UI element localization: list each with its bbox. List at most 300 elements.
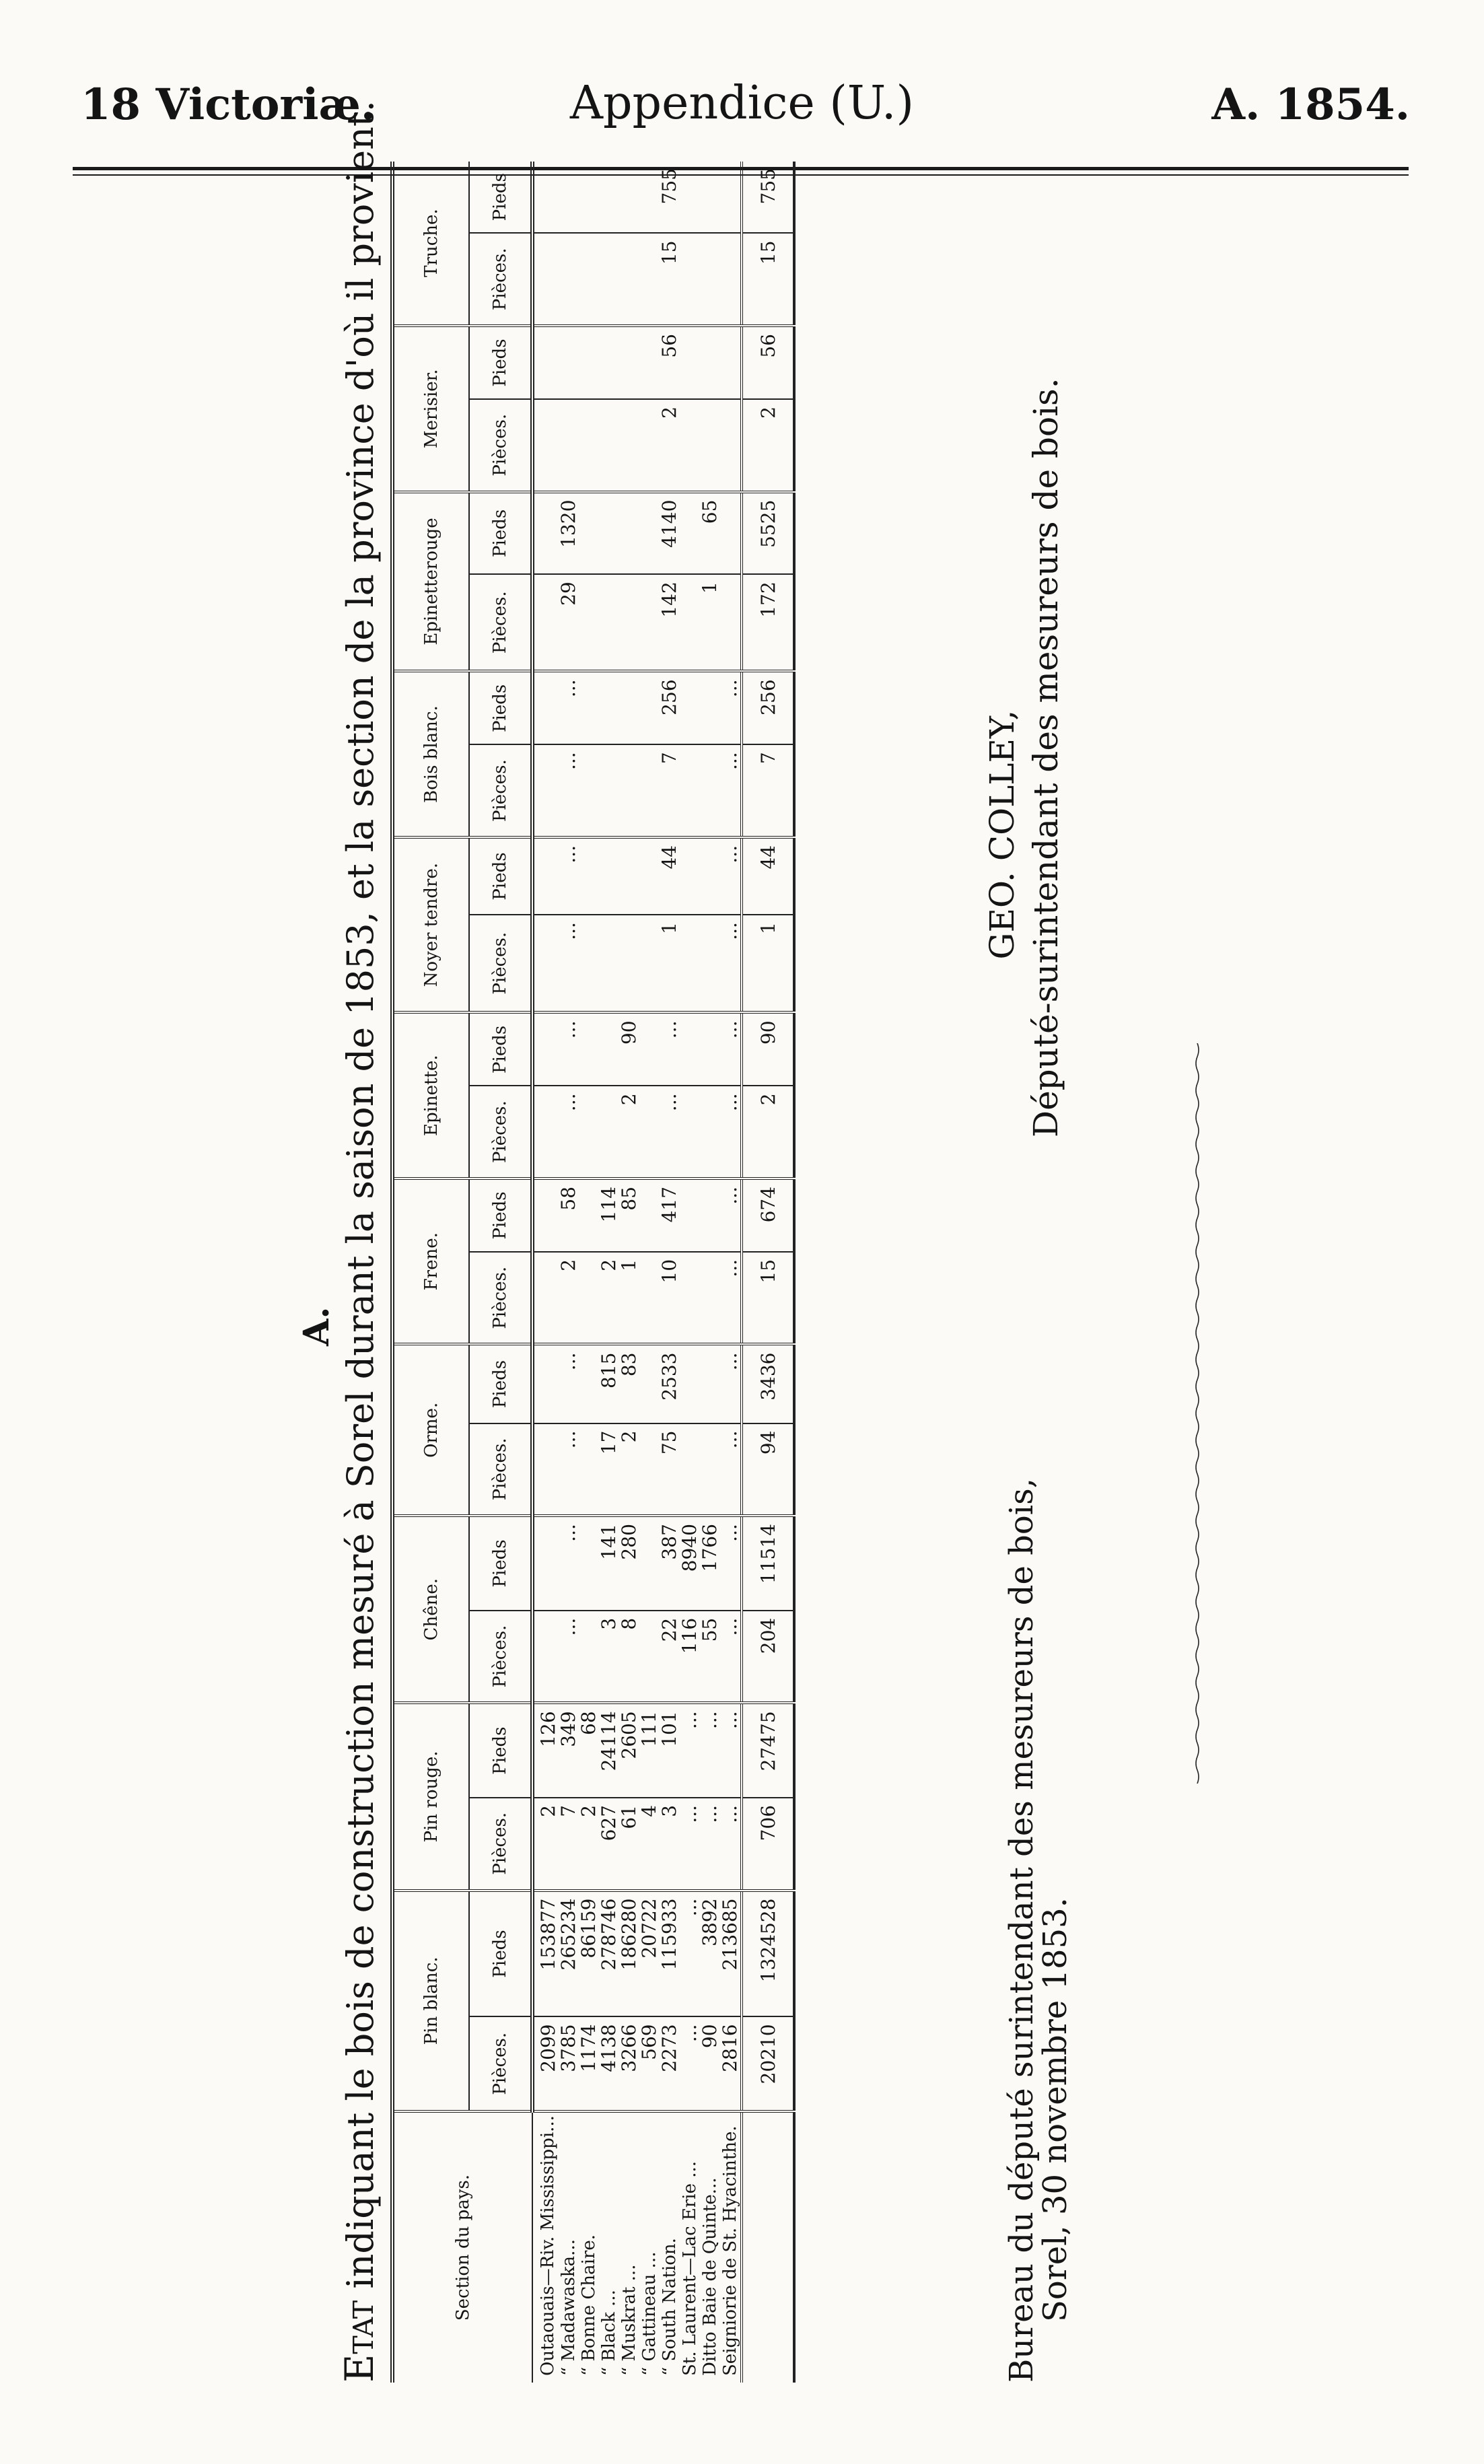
table-cell <box>619 837 639 915</box>
table-cell <box>700 1345 720 1423</box>
signature-name: GEO. COLLEY, <box>983 709 1022 960</box>
table-cell <box>619 233 639 326</box>
table-cell: 815 <box>599 1345 619 1423</box>
table-cell <box>700 1012 720 1086</box>
table-cell: ... <box>559 1423 579 1516</box>
table-cell <box>532 492 559 575</box>
table-cell <box>619 326 639 399</box>
table-cell <box>680 1423 700 1516</box>
table-cell <box>579 744 599 837</box>
table-cell <box>579 1345 599 1423</box>
table-cell: 10 <box>660 1252 680 1345</box>
table-cell <box>559 233 579 326</box>
table-row <box>720 162 742 2383</box>
table-cell <box>639 1611 660 1703</box>
table-row <box>639 162 660 2383</box>
table-cell <box>720 326 742 399</box>
table-cell: 86159 <box>579 1891 599 2017</box>
table-cell: 1 <box>700 574 720 671</box>
total-cell: 5525 <box>742 492 794 575</box>
table-cell: 2533 <box>660 1345 680 1423</box>
subheader-pieds: Pieds <box>469 326 532 399</box>
table-cell <box>700 744 720 837</box>
subheader-pieces: Pièces. <box>469 1423 532 1516</box>
table-cell: 256 <box>660 671 680 744</box>
table-cell: 55 <box>700 1611 720 1703</box>
table-cell <box>579 326 599 399</box>
table-cell: 85 <box>619 1178 639 1252</box>
table-row <box>579 162 599 2383</box>
row-section-label: Outaouais—Riv. Mississippi... <box>538 2115 558 2376</box>
subheader-pieces: Pièces. <box>469 1086 532 1178</box>
table-cell <box>532 399 559 492</box>
table-cell: ... <box>680 1703 700 1798</box>
table-cell: 44 <box>660 837 680 915</box>
table-cell <box>532 1178 559 1252</box>
table-cell <box>700 837 720 915</box>
table-cell: ... <box>559 1516 579 1611</box>
table-cell <box>599 744 619 837</box>
table-cell <box>700 915 720 1012</box>
table-cell: ... <box>720 1252 742 1345</box>
header-year: A. 1854. <box>1211 79 1410 130</box>
table-cell: 90 <box>700 2016 720 2111</box>
table-cell: 3266 <box>619 2016 639 2111</box>
total-cell: 56 <box>742 326 794 399</box>
table-cell <box>599 492 619 575</box>
table-cell: 265234 <box>559 1891 579 2017</box>
table-cell <box>619 671 639 744</box>
table-cell <box>579 837 599 915</box>
table-cell: 68 <box>579 1703 599 1798</box>
subheader-pieds: Pieds <box>469 1891 532 2017</box>
subheader-pieces: Pièces. <box>469 574 532 671</box>
table-cell: 4138 <box>599 2016 619 2111</box>
group-header: Merisier. <box>392 326 469 492</box>
table-title <box>337 100 382 2383</box>
table-cell: ... <box>720 1345 742 1423</box>
table-cell <box>619 744 639 837</box>
table-cell <box>680 1012 700 1086</box>
table-cell <box>680 399 700 492</box>
subheader-pieds: Pieds <box>469 1178 532 1252</box>
table-cell: 2 <box>599 1252 619 1345</box>
table-cell <box>559 326 579 399</box>
table-cell: 116 <box>680 1611 700 1703</box>
table-cell: 29 <box>559 574 579 671</box>
table-cell: 61 <box>619 1798 639 1891</box>
table-cell: ... <box>559 915 579 1012</box>
table-cell: 1 <box>660 915 680 1012</box>
table-cell <box>720 162 742 233</box>
table-cell: 75 <box>660 1423 680 1516</box>
table-row <box>619 162 639 2383</box>
row-section-label: “ Muskrat ... <box>619 2264 639 2376</box>
table-row <box>680 162 700 2383</box>
total-cell: 1324528 <box>742 1891 794 2017</box>
table-cell: 153877 <box>532 1891 559 2017</box>
table-cell <box>532 1086 559 1178</box>
table-cell: 2099 <box>532 2016 559 2111</box>
title-text: indiquant le bois de construction mesuré à Sorel durant la saison de 1853, et la section de la province d'où il provient. <box>339 100 382 2300</box>
table-cell: ... <box>700 1703 720 1798</box>
table-cell <box>599 399 619 492</box>
table-cell <box>680 837 700 915</box>
table-cell <box>680 574 700 671</box>
total-cell: 44 <box>742 837 794 915</box>
header-appendix: Appendice (U.) <box>569 77 915 130</box>
table-cell: ... <box>720 1516 742 1611</box>
table-cell <box>619 915 639 1012</box>
table-cell <box>680 915 700 1012</box>
table-cell <box>579 1516 599 1611</box>
section-letter: A. <box>296 1306 337 1346</box>
table-cell <box>579 1611 599 1703</box>
table-cell: ... <box>720 1086 742 1178</box>
table-cell <box>619 492 639 575</box>
table-cell <box>532 744 559 837</box>
total-cell: 3436 <box>742 1345 794 1423</box>
table-cell: 3 <box>660 1798 680 1891</box>
table-cell <box>532 1423 559 1516</box>
table-cell <box>639 915 660 1012</box>
table-cell <box>639 326 660 399</box>
group-header: Epinetterouge <box>392 492 469 672</box>
table-cell <box>532 162 559 233</box>
row-section-label: Seigniorie de St. Hyacinthe. <box>720 2125 740 2376</box>
table-cell <box>599 915 619 1012</box>
table-cell <box>680 162 700 233</box>
total-cell: 2 <box>742 1086 794 1178</box>
table-cell <box>680 1252 700 1345</box>
table-cell: ... <box>680 1891 700 2017</box>
table-cell <box>559 162 579 233</box>
group-header: Orme. <box>392 1345 469 1516</box>
group-header: Frene. <box>392 1178 469 1345</box>
table-cell <box>579 671 599 744</box>
table-cell <box>720 574 742 671</box>
table-cell: 8 <box>619 1611 639 1703</box>
table-cell <box>639 1345 660 1423</box>
subheader-pieces: Pièces. <box>469 233 532 326</box>
group-header: Pin blanc. <box>392 1891 469 2112</box>
table-cell: ... <box>660 1086 680 1178</box>
table-cell <box>579 233 599 326</box>
table-cell <box>579 399 599 492</box>
total-cell: 11514 <box>742 1516 794 1611</box>
table-cell <box>532 837 559 915</box>
table-cell <box>700 162 720 233</box>
row-section-label: St. Laurent—Lac Erie ... <box>680 2160 700 2376</box>
subheader-pieds: Pieds <box>469 1345 532 1423</box>
table-cell: 56 <box>660 326 680 399</box>
row-section-label: Ditto Baie de Quinte... <box>700 2177 720 2376</box>
subheader-pieces: Pièces. <box>469 915 532 1012</box>
table-cell: 90 <box>619 1012 639 1086</box>
group-header: Pin rouge. <box>392 1703 469 1890</box>
table-cell <box>532 915 559 1012</box>
table-cell: 2 <box>532 1798 559 1891</box>
group-header: Truche. <box>392 162 469 326</box>
table-cell <box>700 671 720 744</box>
table-cell <box>599 162 619 233</box>
table-cell: 1766 <box>700 1516 720 1611</box>
table-cell <box>639 233 660 326</box>
table-cell: 2 <box>660 399 680 492</box>
table-cell: 8940 <box>680 1516 700 1611</box>
table-cell: 186280 <box>619 1891 639 2017</box>
table-cell <box>680 326 700 399</box>
table-cell: 126 <box>532 1703 559 1798</box>
subheader-pieces: Pièces. <box>469 1798 532 1891</box>
table-cell: 2605 <box>619 1703 639 1798</box>
table-cell: 349 <box>559 1703 579 1798</box>
table-cell <box>532 1012 559 1086</box>
table-cell <box>599 671 619 744</box>
table-cell <box>639 1178 660 1252</box>
subheader-pieces: Pièces. <box>469 744 532 837</box>
table-cell <box>680 744 700 837</box>
table-cell <box>579 574 599 671</box>
table-cell: ... <box>559 744 579 837</box>
table-cell: 4140 <box>660 492 680 575</box>
table-cell: 15 <box>660 233 680 326</box>
table-cell: 65 <box>700 492 720 575</box>
table-cell: ... <box>559 671 579 744</box>
table-cell: 58 <box>559 1178 579 1252</box>
table-cell: 142 <box>660 574 680 671</box>
table-cell <box>559 399 579 492</box>
row-section-label: “ Madawaska... <box>559 2239 579 2376</box>
subheader-pieds: Pieds <box>469 492 532 575</box>
table-cell <box>532 1611 559 1703</box>
table-cell <box>700 233 720 326</box>
header-session: 18 Victoriæ. <box>81 79 376 130</box>
total-cell: 755 <box>742 162 794 233</box>
table-cell <box>700 1423 720 1516</box>
footer-date: Sorel, 30 novembre 1853. <box>1036 1897 1074 2322</box>
row-section-label: “ Gattineau ... <box>639 2251 660 2376</box>
table-cell: ... <box>720 1798 742 1891</box>
table-cell: 83 <box>619 1345 639 1423</box>
table-cell <box>639 837 660 915</box>
subheader-pieds: Pieds <box>469 1516 532 1611</box>
table-cell: 569 <box>639 2016 660 2111</box>
table-cell <box>680 1345 700 1423</box>
total-cell: 15 <box>742 233 794 326</box>
col-section-header: Section du pays. <box>392 2111 532 2383</box>
table-cell: 1320 <box>559 492 579 575</box>
table-cell: 20722 <box>639 1891 660 2017</box>
timber-table <box>390 162 796 2383</box>
table-cell <box>599 837 619 915</box>
table-cell <box>579 1178 599 1252</box>
subheader-pieces: Pièces. <box>469 1611 532 1703</box>
table-cell <box>639 1012 660 1086</box>
table-cell: 387 <box>660 1516 680 1611</box>
group-header: Chêne. <box>392 1516 469 1703</box>
table-cell: 3 <box>599 1611 619 1703</box>
table-cell <box>532 574 559 671</box>
table-cell: 111 <box>639 1703 660 1798</box>
total-cell: 15 <box>742 1252 794 1345</box>
total-cell: 20210 <box>742 2016 794 2111</box>
table-cell <box>599 574 619 671</box>
table-cell <box>599 1012 619 1086</box>
table-cell <box>700 399 720 492</box>
table-cell <box>579 915 599 1012</box>
table-cell <box>619 162 639 233</box>
table-row <box>532 162 559 2383</box>
subheader-pieds: Pieds <box>469 837 532 915</box>
table-cell: ... <box>559 837 579 915</box>
table-cell: 22 <box>660 1611 680 1703</box>
table-cell <box>579 492 599 575</box>
table-cell: ... <box>680 2016 700 2111</box>
table-cell <box>639 399 660 492</box>
table-cell <box>700 1086 720 1178</box>
table-cell <box>720 492 742 575</box>
total-cell: 674 <box>742 1178 794 1252</box>
table-cell: ... <box>660 1012 680 1086</box>
table-cell <box>639 1423 660 1516</box>
table-cell <box>532 1516 559 1611</box>
table-cell: 4 <box>639 1798 660 1891</box>
table-cell <box>532 671 559 744</box>
table-cell: 7 <box>660 744 680 837</box>
table-cell: 1174 <box>579 2016 599 2111</box>
table-cell: 278746 <box>599 1891 619 2017</box>
subheader-pieds: Pieds <box>469 671 532 744</box>
table-cell <box>680 233 700 326</box>
table-cell: 213685 <box>720 1891 742 2017</box>
table-cell: 627 <box>599 1798 619 1891</box>
table-cell: 141 <box>599 1516 619 1611</box>
group-header: Bois blanc. <box>392 671 469 837</box>
table-cell <box>639 671 660 744</box>
subheader-pieds: Pieds <box>469 162 532 233</box>
signature-title: Député-surintendant des mesureurs de bois. <box>1026 378 1065 1137</box>
table-cell: ... <box>680 1798 700 1891</box>
table-cell <box>680 1178 700 1252</box>
table-cell: 1 <box>619 1252 639 1345</box>
total-cell: 172 <box>742 574 794 671</box>
table-row <box>660 162 680 2383</box>
total-cell: 204 <box>742 1611 794 1703</box>
table-cell: 2273 <box>660 2016 680 2111</box>
table-cell <box>680 1086 700 1178</box>
table-cell <box>680 671 700 744</box>
table-cell: ... <box>720 744 742 837</box>
subheader-pieces: Pièces. <box>469 1252 532 1345</box>
table-cell: 280 <box>619 1516 639 1611</box>
table-cell: ... <box>559 1086 579 1178</box>
table-cell: ... <box>720 671 742 744</box>
table-cell: 2 <box>559 1252 579 1345</box>
table-cell <box>579 1423 599 1516</box>
subheader-pieds: Pieds <box>469 1012 532 1086</box>
table-cell <box>639 574 660 671</box>
table-cell <box>599 326 619 399</box>
table-row <box>559 162 579 2383</box>
table-cell <box>579 1252 599 1345</box>
table-cell <box>532 233 559 326</box>
table-cell <box>700 1178 720 1252</box>
table-row <box>700 162 720 2383</box>
total-cell: 7 <box>742 744 794 837</box>
table-cell: 2 <box>619 1086 639 1178</box>
table-cell <box>599 1086 619 1178</box>
table-cell <box>619 574 639 671</box>
table-cell: 2816 <box>720 2016 742 2111</box>
total-cell: 256 <box>742 671 794 744</box>
totals-label <box>742 2111 794 2383</box>
subheader-pieces: Pièces. <box>469 2016 532 2111</box>
table-cell: 115933 <box>660 1891 680 2017</box>
table-cell: 3892 <box>700 1891 720 2017</box>
table-cell <box>579 1086 599 1178</box>
table-cell <box>532 1345 559 1423</box>
table-cell: 2 <box>619 1423 639 1516</box>
table-cell: 24114 <box>599 1703 619 1798</box>
table-cell: 101 <box>660 1703 680 1798</box>
table-cell <box>700 326 720 399</box>
row-section-label: “ Bonne Chaire. <box>579 2234 599 2376</box>
subheader-pieces: Pièces. <box>469 399 532 492</box>
group-header: Epinette. <box>392 1012 469 1178</box>
table-cell <box>639 1516 660 1611</box>
table-cell: ... <box>720 1012 742 1086</box>
row-section-label: “ South Nation. <box>660 2238 680 2376</box>
total-cell: 94 <box>742 1423 794 1516</box>
table-cell: ... <box>559 1012 579 1086</box>
table-cell <box>639 1252 660 1345</box>
table-cell: 2 <box>579 1798 599 1891</box>
table-cell: ... <box>720 1423 742 1516</box>
table-cell <box>639 744 660 837</box>
table-cell: ... <box>559 1611 579 1703</box>
table-cell <box>579 1012 599 1086</box>
table-cell: 3785 <box>559 2016 579 2111</box>
table-cell: ... <box>720 1703 742 1798</box>
footer-office: Bureau du député surintendant des mesureurs de bois, <box>1003 1478 1040 2383</box>
table-cell <box>639 1086 660 1178</box>
table-cell: 114 <box>599 1178 619 1252</box>
table-cell <box>532 1252 559 1345</box>
total-cell: 1 <box>742 915 794 1012</box>
title-smallcaps: Etat <box>337 2300 382 2383</box>
total-cell: 90 <box>742 1012 794 1086</box>
table-cell <box>599 233 619 326</box>
group-header: Noyer tendre. <box>392 837 469 1013</box>
table-cell <box>720 399 742 492</box>
table-cell: ... <box>720 837 742 915</box>
table-cell: ... <box>559 1345 579 1423</box>
total-cell: 706 <box>742 1798 794 1891</box>
table-cell: ... <box>720 1611 742 1703</box>
wavy-divider <box>1195 1043 1200 1784</box>
table-cell: 17 <box>599 1423 619 1516</box>
table-cell: 755 <box>660 162 680 233</box>
table-cell: ... <box>720 1178 742 1252</box>
table-cell <box>619 399 639 492</box>
total-cell: 2 <box>742 399 794 492</box>
table-cell <box>639 492 660 575</box>
table-cell: ... <box>720 915 742 1012</box>
table-cell <box>700 1252 720 1345</box>
total-cell: 27475 <box>742 1703 794 1798</box>
table-cell <box>639 162 660 233</box>
